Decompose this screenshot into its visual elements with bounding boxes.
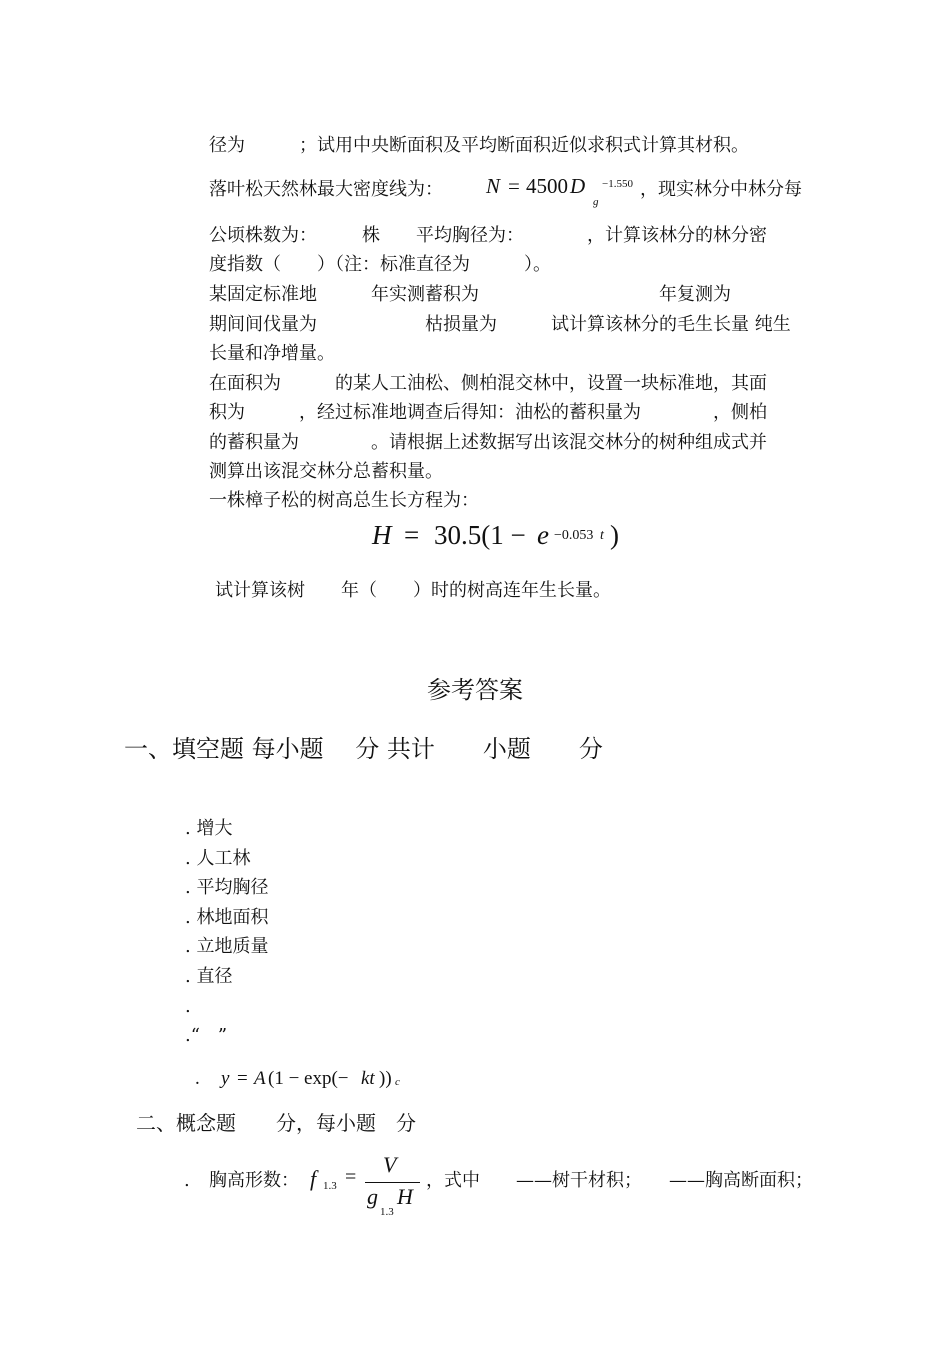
section-heading: 二、概念题 分，每小题 分 xyxy=(136,1111,416,1135)
formula-numerator: V xyxy=(383,1152,397,1177)
formula-var: D xyxy=(570,174,586,198)
concept-term: 胸高形数： xyxy=(209,1170,299,1191)
question-line: 径为 ；试用中央断面积及平均断面积近似求积式计算其材积。 xyxy=(209,135,749,156)
formula-sub: g xyxy=(593,196,599,208)
formula-denominator-sub: 1.3 xyxy=(380,1206,394,1218)
formula-exp-c: c xyxy=(395,1076,400,1088)
question-line: 公顷株数为： 株 平均胸径为： ，计算该林分的林分密 xyxy=(209,225,767,246)
formula-kt: kt xyxy=(361,1068,375,1089)
formula-lhs: N xyxy=(486,174,501,198)
question-line: 积为 ，经过标准地调查后得知：油松的蓄积量为 ，侧柏 xyxy=(209,402,767,423)
concept-definition: ，式中 ——树干材积； ——胸高断面积； xyxy=(426,1170,813,1191)
formula-y: y xyxy=(221,1068,230,1089)
question-line: 试计算该树 年（ ）时的树高连年生长量。 xyxy=(215,580,611,601)
formula-e: e xyxy=(537,520,549,550)
density-formula xyxy=(486,174,646,214)
list-bullet: . xyxy=(195,1068,200,1089)
list-item: . 人工林 xyxy=(185,848,251,869)
list-item: . 平均胸径 xyxy=(185,877,269,898)
formula-eq: = xyxy=(508,174,520,198)
list-item: .“ ” xyxy=(185,1025,228,1046)
fraction-bar xyxy=(365,1182,420,1183)
question-line: 在面积为 的某人工油松、侧柏混交林中，设置一块标准地，其面 xyxy=(209,373,767,394)
answers-heading: 参考答案 xyxy=(427,676,523,704)
formula-denominator-g: g xyxy=(367,1184,378,1209)
question-line: 测算出该混交林分总蓄积量。 xyxy=(209,461,443,482)
section-heading: 一、填空题 每小题 分 共计 小题 分 xyxy=(124,735,603,763)
question-line: 落叶松天然林最大密度线为： xyxy=(209,179,443,200)
formula-eq: = xyxy=(345,1166,357,1188)
formula-body: (1 − exp(− xyxy=(268,1068,349,1089)
question-line: ，现实林分中林分每 xyxy=(640,179,802,200)
formula-close: ) xyxy=(610,520,619,550)
question-line: 一株樟子松的树高总生长方程为： xyxy=(209,490,479,511)
list-item: . 增大 xyxy=(185,818,233,839)
list-item: . 林地面积 xyxy=(185,907,269,928)
question-line: 长量和净增量。 xyxy=(209,343,335,364)
list-item: . 直径 xyxy=(185,966,233,987)
question-line: 度指数（ ）（注：标准直径为 ）。 xyxy=(209,254,551,275)
formula-body: 30.5(1 − xyxy=(434,520,533,550)
question-line: 某固定标准地 年实测蓄积为 年复测为 xyxy=(209,284,731,305)
formula-exp: −1.550 xyxy=(602,178,633,190)
height-growth-formula xyxy=(372,518,642,562)
formula-A: A xyxy=(254,1068,266,1089)
list-bullet: . xyxy=(184,1170,190,1191)
formula-coef: 4500 xyxy=(526,174,568,198)
formula-f-sub: 1.3 xyxy=(323,1180,337,1192)
form-factor-formula xyxy=(310,1152,430,1222)
question-line: 的蓄积量为 。请根据上述数据写出该混交林分的树种组成式并 xyxy=(209,432,767,453)
formula-close: )) xyxy=(379,1068,392,1089)
concept-item xyxy=(184,1152,844,1222)
formula-exp: −0.053 xyxy=(554,528,594,543)
formula-t: t xyxy=(600,528,604,543)
formula-denominator-H: H xyxy=(397,1184,413,1209)
list-item: . xyxy=(185,996,191,1017)
list-item: . 立地质量 xyxy=(185,936,269,957)
formula-lhs: H xyxy=(372,520,392,550)
question-line: 期间间伐量为 枯损量为 试计算该林分的毛生长量 纯生 xyxy=(209,314,791,335)
formula-f: f xyxy=(310,1166,317,1191)
formula-eq: = xyxy=(404,520,420,550)
growth-equation xyxy=(195,1068,415,1096)
formula-eq: = xyxy=(237,1068,248,1089)
